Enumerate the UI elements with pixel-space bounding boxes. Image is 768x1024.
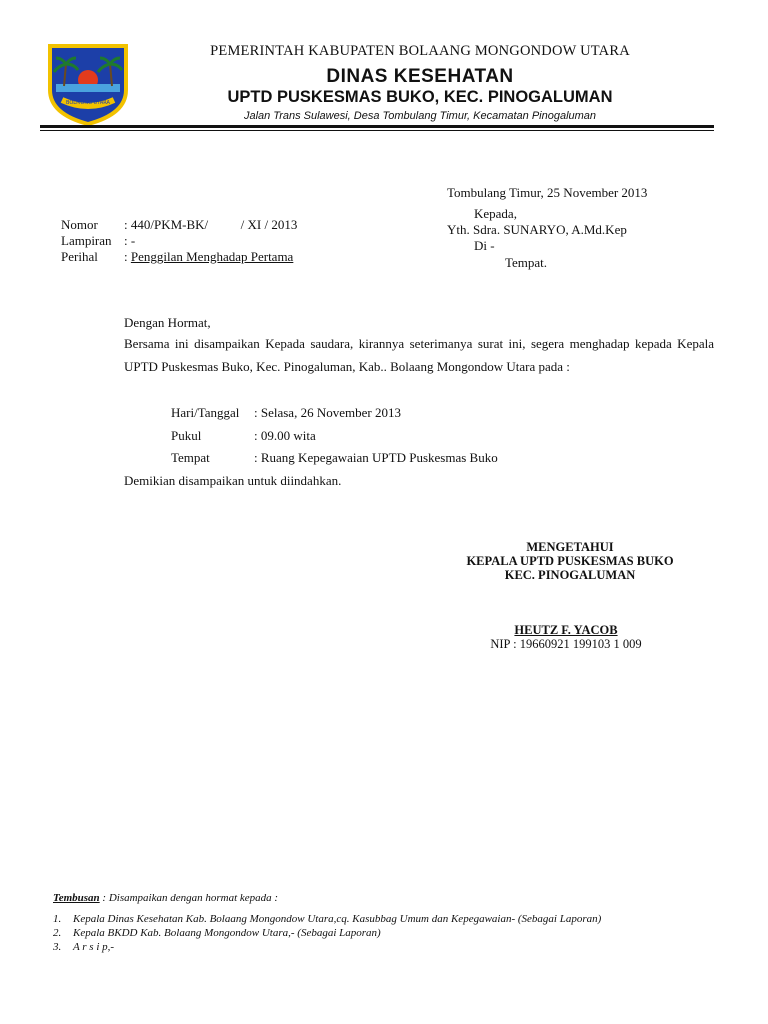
tembusan-intro: : Disampaikan dengan hormat kepada : xyxy=(99,892,279,904)
nomor-value: : 440/PKM-BK/ / XI / 2013 xyxy=(124,217,298,232)
address-line: Jalan Trans Sulawesi, Desa Tombulang Timur, Kecamatan Pinogaluman xyxy=(243,110,597,122)
government-title: PEMERINTAH KABUPATEN BOLAANG MONGONDOW UTARA xyxy=(210,43,630,59)
tembusan-label: Tembusan xyxy=(53,892,100,904)
greeting: Dengan Hormat, xyxy=(124,315,211,330)
unit-title: UPTD PUSKESMAS BUKO, KEC. PINOGALUMAN xyxy=(227,88,613,106)
detail-label-tempat: Tempat xyxy=(171,450,210,465)
signature-name xyxy=(436,623,696,637)
agency-title: DINAS KESEHATAN xyxy=(326,66,514,87)
tembusan-num-3: 3. xyxy=(53,941,62,953)
header-rule-thick xyxy=(40,125,714,128)
detail-value-tempat: : Ruang Kepegawaian UPTD Puskesmas Buko xyxy=(254,450,498,465)
recipient-di: Di - xyxy=(474,238,495,253)
perihal-colon: : xyxy=(124,249,128,264)
recipient-kepada: Kepada, xyxy=(474,206,517,221)
tembusan-heading xyxy=(53,892,278,904)
signature-mengetahui: MENGETAHUI xyxy=(526,540,614,554)
header-rule-thin xyxy=(40,130,714,131)
recipient-tempat: Tempat. xyxy=(505,255,548,270)
perihal-label: Perihal xyxy=(61,249,98,264)
nomor-label: Nomor xyxy=(61,217,98,232)
body-paragraph: Bersama ini disampaikan Kepada saudara, kirannya seterimanya surat ini, segera menghadap kepada Kepala UPTD Puskesmas Buko, Kec. Pinogaluman, Kab.. Bolaang Mongondow Utara pada : xyxy=(124,336,714,374)
signatory-name: HEUTZ F. YACOB xyxy=(514,623,618,637)
tembusan-num-2: 2. xyxy=(53,927,62,939)
signature-position: KEPALA UPTD PUSKESMAS BUKO xyxy=(466,554,674,568)
logo-ribbon-text: BOLMONG UTARA xyxy=(66,100,110,106)
regency-logo xyxy=(46,42,130,126)
detail-value-pukul: : 09.00 wita xyxy=(254,428,316,443)
tembusan-num-1: 1. xyxy=(53,913,62,925)
lampiran-label: Lampiran xyxy=(61,233,112,248)
tembusan-item-3: A r s i p,- xyxy=(73,941,115,953)
signature-district: KEC. PINOGALUMAN xyxy=(504,568,636,582)
perihal-value: Penggilan Menghadap Pertama xyxy=(130,249,294,264)
recipient-name: Yth. Sdra. SUNARYO, A.Md.Kep xyxy=(447,222,627,237)
tembusan-item-2: Kepala BKDD Kab. Bolaang Mongondow Utara,- (Sebagai Laporan) xyxy=(73,927,381,939)
place-date: Tombulang Timur, 25 November 2013 xyxy=(447,185,648,200)
closing-line: Demikian disampaikan untuk diindahkan. xyxy=(124,473,342,488)
tembusan-item-1: Kepala Dinas Kesehatan Kab. Bolaang Mongondow Utara,cq. Kasubbag Umum dan Kepegawaian- (Sebagai Laporan) xyxy=(73,913,602,925)
signature-nip: NIP : 19660921 199103 1 009 xyxy=(490,637,642,651)
detail-label-pukul: Pukul xyxy=(171,428,202,443)
perihal-row xyxy=(124,248,293,265)
detail-value-hari: : Selasa, 26 November 2013 xyxy=(254,405,401,420)
lampiran-value: : - xyxy=(124,233,136,248)
detail-label-hari: Hari/Tanggal xyxy=(171,405,240,420)
